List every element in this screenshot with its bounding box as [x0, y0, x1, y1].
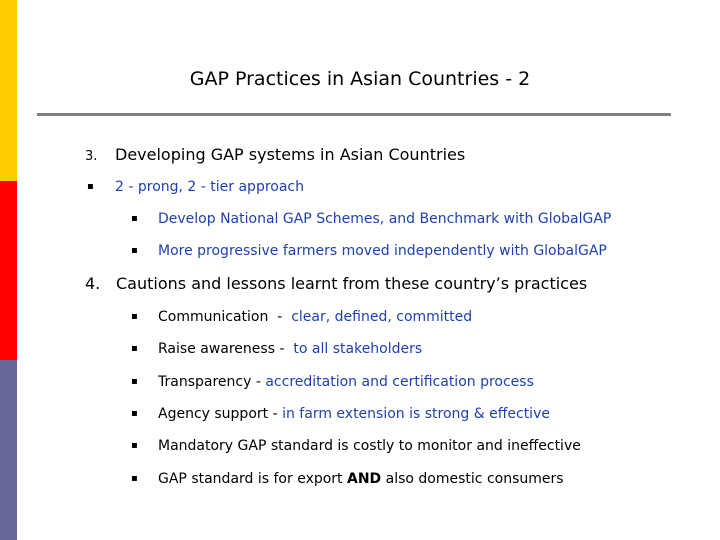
item-label: Transparency	[158, 374, 252, 390]
bullet-square-icon: ▪	[131, 376, 138, 387]
section-marker: 3.	[85, 149, 98, 164]
item-detail: in farm extension is strong & effective	[282, 406, 550, 422]
bullet-square-icon: ▪	[131, 343, 138, 354]
item-detail: to all stakeholders	[293, 341, 423, 357]
title-divider	[37, 113, 671, 116]
item-separator: -	[275, 341, 294, 357]
item-separator: -	[268, 406, 283, 422]
slide-title: GAP Practices in Asian Countries - 2	[189, 68, 531, 90]
list-item-text: More progressive farmers moved independently with GlobalGAP	[158, 243, 607, 259]
item-text-strong: AND	[347, 471, 382, 487]
side-bar-red	[0, 181, 17, 360]
sub-bullet-text: 2 - prong, 2 - tier approach	[115, 179, 304, 195]
bullet-square-icon: ▪	[131, 245, 138, 256]
item-text-pre: GAP standard is for export	[158, 471, 347, 487]
bullet-square-icon: ▪	[87, 181, 94, 192]
item-detail: clear, defined, committed	[291, 309, 473, 325]
side-bar-yellow	[0, 0, 17, 181]
item-detail: accreditation and certification process	[265, 374, 534, 390]
item-label: Communication	[158, 309, 269, 325]
item-separator: -	[268, 309, 292, 325]
item-label: Agency support	[158, 406, 269, 422]
item-label: Raise awareness	[158, 341, 275, 357]
side-bar-purple	[0, 360, 17, 540]
item-text-post: also domestic consumers	[381, 471, 564, 487]
section-marker: 4.	[85, 274, 101, 293]
list-item-text: Mandatory GAP standard is costly to monitor and ineffective	[158, 438, 581, 454]
item-separator: -	[251, 374, 266, 390]
bullet-square-icon: ▪	[131, 473, 138, 484]
section-heading: Developing GAP systems in Asian Countries	[115, 145, 466, 164]
bullet-square-icon: ▪	[131, 408, 138, 419]
bullet-square-icon: ▪	[131, 440, 138, 451]
section-heading: Cautions and lessons learnt from these country’s practices	[116, 274, 588, 293]
list-item-text: Develop National GAP Schemes, and Benchmark with GlobalGAP	[158, 211, 612, 227]
bullet-square-icon: ▪	[131, 311, 138, 322]
bullet-square-icon: ▪	[131, 213, 138, 224]
